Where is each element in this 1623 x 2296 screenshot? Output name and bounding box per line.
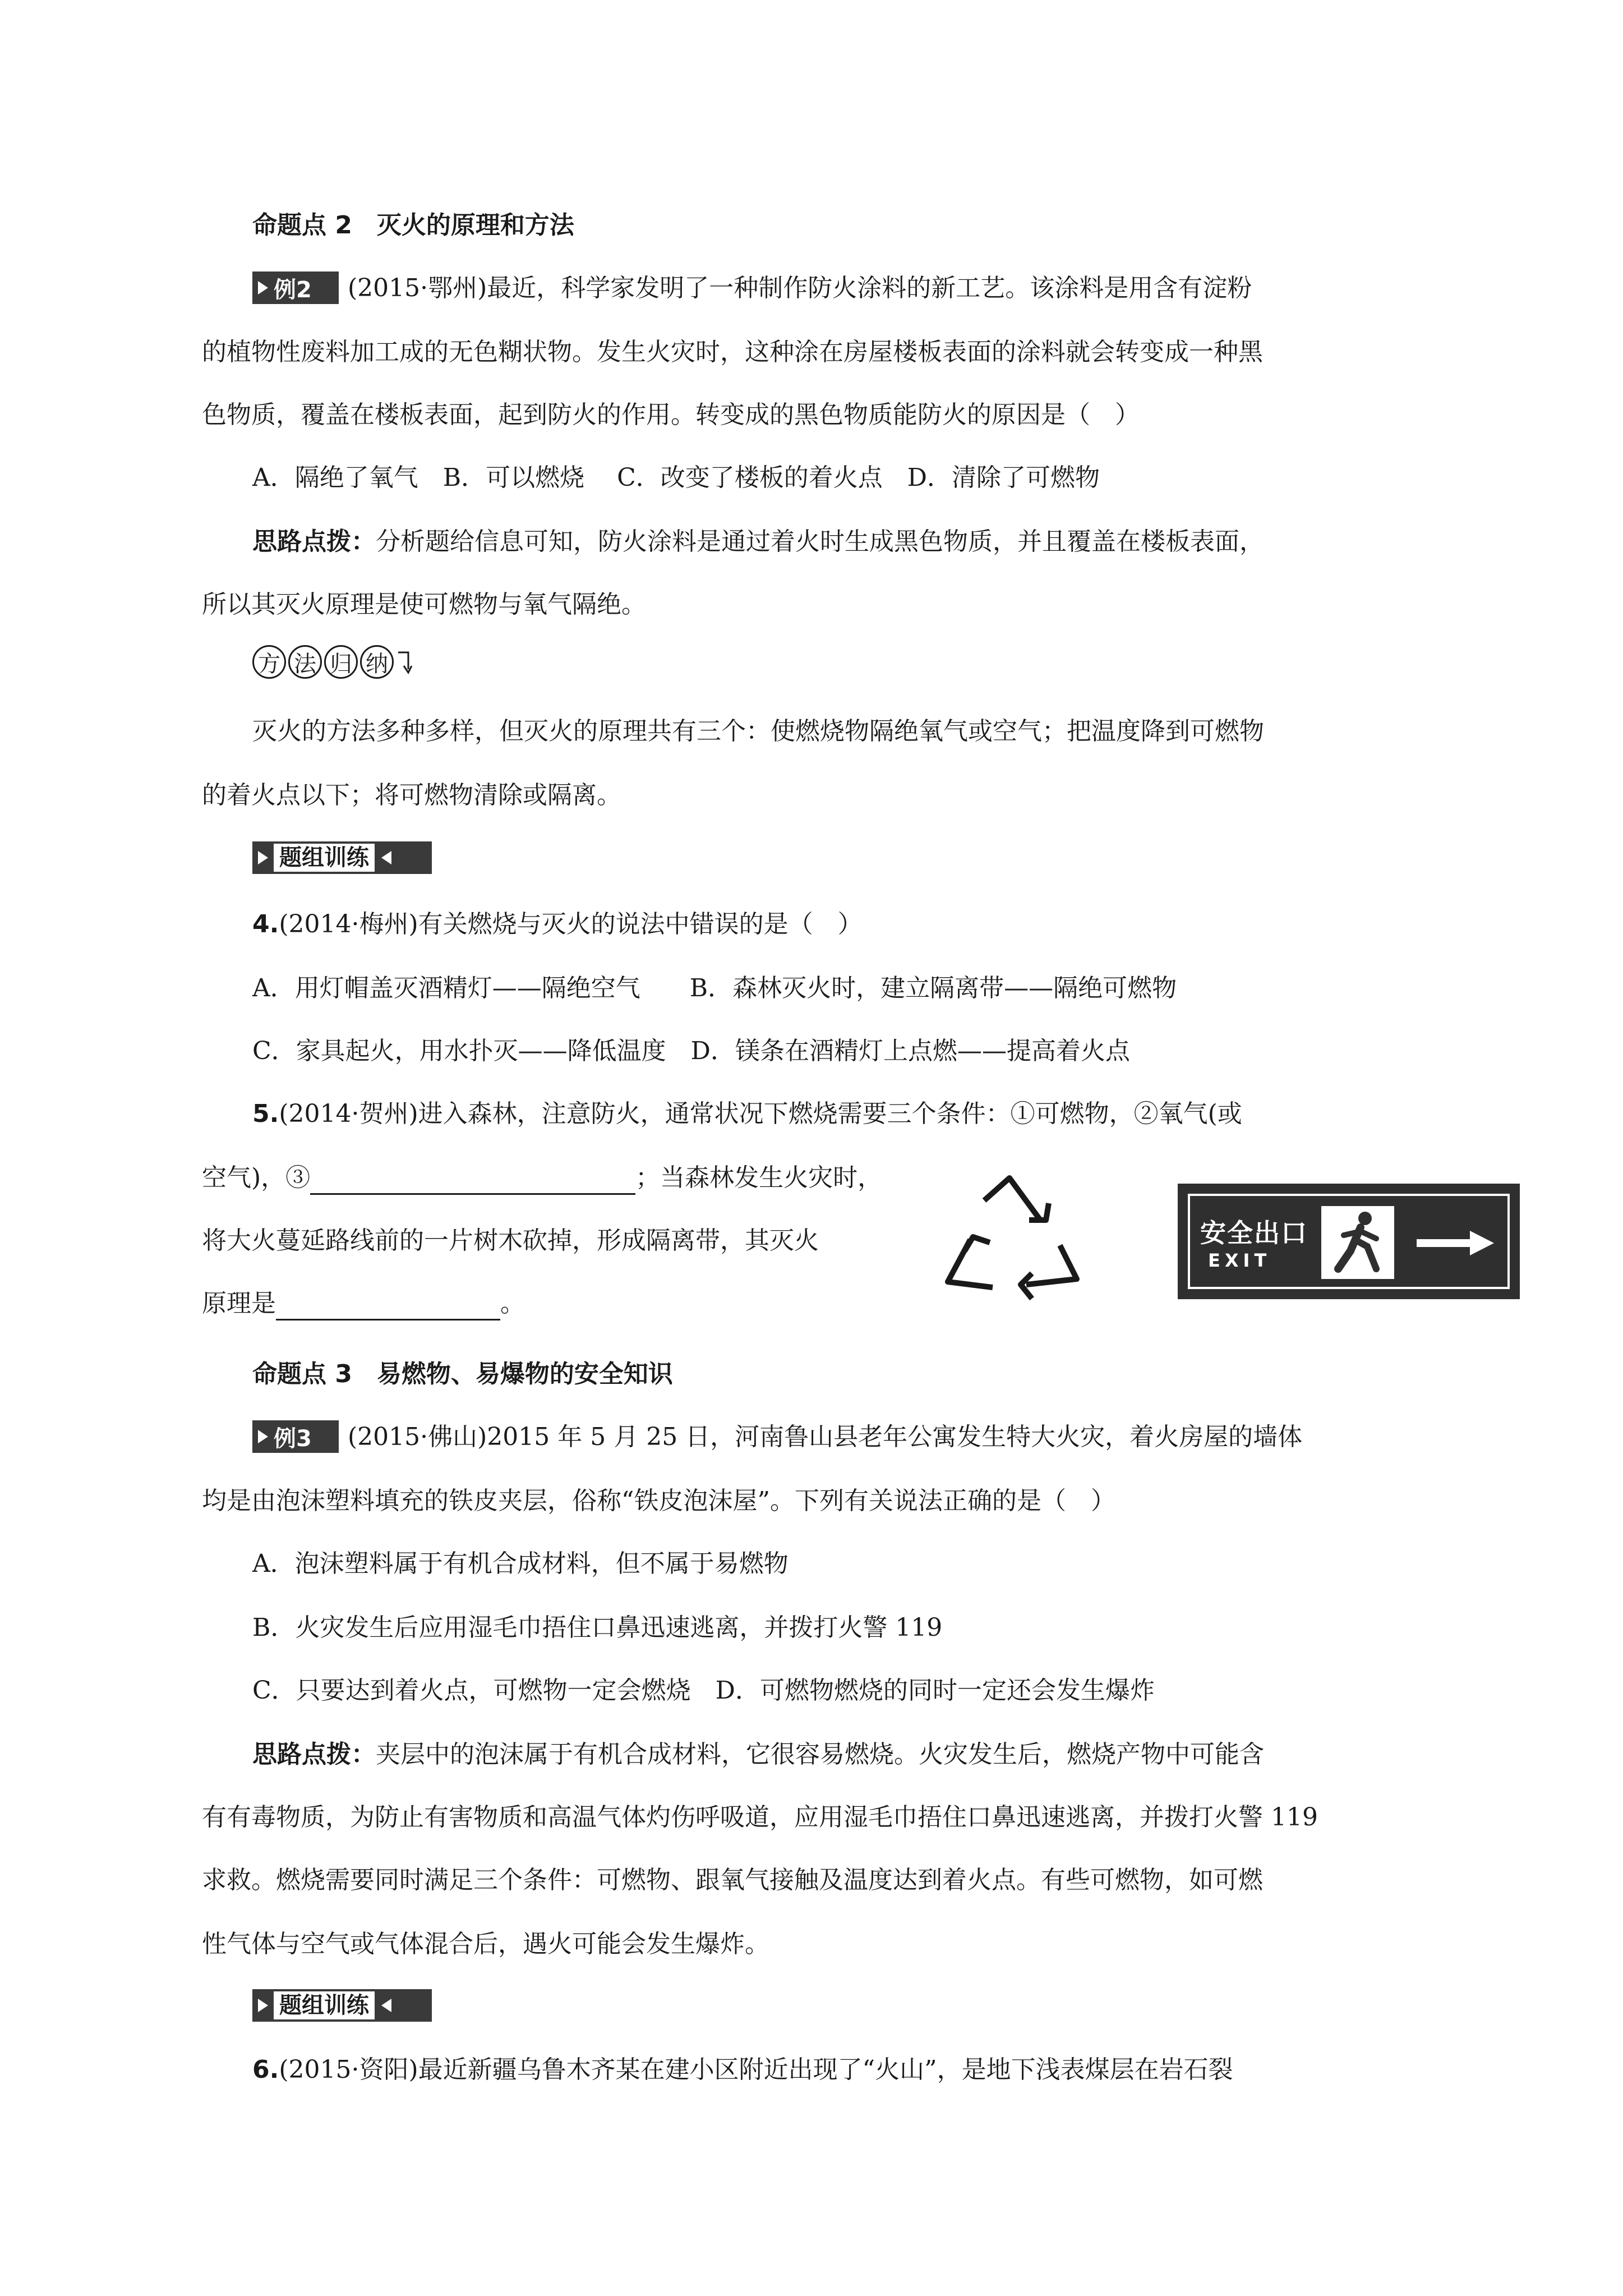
method-line-1: 灭火的方法多种多样，但灭火的原理共有三个：使燃烧物隔绝氧气或空气；把温度降到可燃物 [252,717,1264,746]
example-2-hint-line-2: 所以其灭火原理是使可燃物与氧气隔绝。 [202,590,646,619]
group-training-tag [252,841,432,874]
exit-sign-en: EXIT [1208,1250,1271,1271]
question-6-text: (2015·资阳)最近新疆乌鲁木齐某在建小区附近出现了“火山”，是地下浅表煤层在岩石裂 [279,2055,1233,2084]
hint-label: 思路点拨： [252,527,376,556]
method-char-3: 归 [324,645,358,679]
question-5-text: (2014·贺州)进入森林，注意防火，通常状况下燃烧需要三个条件：①可燃物，②氧气(或 [279,1099,1242,1128]
section-title-2: 命题点 2 灭火的原理和方法 [252,211,574,240]
question-5-line-2 [202,1161,882,1195]
example-2-line-1: (2015·鄂州)最近，科学家发明了一种制作防火涂料的新工艺。该涂料是用含有淀粉 [348,274,1252,302]
reverse-triangle-icon [381,1999,391,2012]
example-3-hint-line-3: 求救。燃烧需要同时满足三个条件：可燃物、跟氧气接触及温度达到着火点。有些可燃物，如可燃 [202,1866,1263,1894]
example-3-hint-line-2: 有有毒物质，为防止有害物质和高温气体灼伤呼吸道，应用湿毛巾捂住口鼻迅速逃离，并拨打火警 119 [202,1803,1318,1832]
question-4-options-ab: A．用灯帽盖灭酒精灯——隔绝空气 B．森林灭火时，建立隔离带——隔绝可燃物 [252,974,1177,1002]
hint-label: 思路点拨： [252,1740,376,1769]
example-2-tag [252,272,339,304]
reverse-triangle-icon [381,851,391,864]
example-3-line-1: (2015·佛山)2015 年 5 月 25 日，河南鲁山县老年公寓发生特大火灾，着火房屋的墙体 [348,1423,1303,1451]
method-char-4: 纳 [360,645,394,679]
question-4-stem [252,908,863,941]
hint-text: 分析题给信息可知，防火涂料是通过着火时生成黑色物质，并且覆盖在楼板表面， [376,527,1264,556]
question-4-text: (2014·梅州)有关燃烧与灭火的说法中错误的是（ ） [279,910,863,938]
play-triangle-icon [258,851,268,864]
example-3-hint-line-4: 性气体与空气或气体混合后，遇火可能会发生爆炸。 [202,1930,769,1958]
group-training-label: 题组训练 [274,1991,375,2019]
example-3-options-cd: C．只要达到着火点，可燃物一定会燃烧 D．可燃物燃烧的同时一定还会发生爆炸 [252,1676,1155,1705]
play-triangle-icon [258,1999,268,2012]
example-3-option-a: A．泡沫塑料属于有机合成材料，但不属于易燃物 [252,1549,789,1578]
example-2-line-3: 色物质，覆盖在楼板表面，起到防火的作用。转变成的黑色物质能防火的原因是（ ） [202,401,1140,429]
exit-sign [1178,1184,1520,1299]
section-title-3: 命题点 3 易燃物、易爆物的安全知识 [252,1360,673,1388]
question-5-line-3: 将大火蔓延路线前的一片树木砍掉，形成隔离带，其灭火 [202,1226,819,1255]
method-line-2: 的着火点以下；将可燃物清除或隔离。 [202,781,621,809]
example-3-line-2: 均是由泡沫塑料填充的铁皮夹层，俗称“铁皮泡沫屋”。下列有关说法正确的是（ ） [202,1487,1115,1515]
play-triangle-icon [258,1430,268,1443]
method-summary-badge [252,645,413,679]
q5-line2-start: 空气)，③ [202,1163,311,1192]
arrow-right-icon [1411,1226,1501,1260]
question-6-number: 6. [252,2055,279,2084]
running-man-icon [1321,1206,1394,1279]
example-2-label: 例2 [274,277,312,303]
question-5-line-1 [252,1097,1242,1131]
question-6-line-1 [252,2053,1233,2087]
question-5-number: 5. [252,1099,279,1128]
hint-text: 夹层中的泡沫属于有机合成材料，它很容易燃烧。火灾发生后，燃烧产物中可能含 [376,1740,1264,1769]
question-4-options-cd: C．家具起火，用水扑灭——降低温度 D．镁条在酒精灯上点燃——提高着火点 [252,1037,1130,1065]
question-4-number: 4. [252,910,279,938]
group-training-tag [252,1989,432,2022]
example-3-tag [252,1420,339,1453]
play-triangle-icon [258,281,268,295]
recycle-icon [931,1167,1088,1313]
method-char-2: 法 [288,645,322,679]
question-5-line-4 [202,1287,525,1320]
method-char-1: 方 [252,645,286,679]
example-3-label: 例3 [274,1425,312,1452]
arrow-down-icon [396,648,413,676]
answer-blank-2[interactable] [276,1294,500,1320]
example-3-option-b: B．火灾发生后应用湿毛巾捂住口鼻迅速逃离，并拨打火警 119 [252,1613,943,1642]
q5-line4-end: 。 [500,1289,525,1318]
example-2-options: A．隔绝了氧气 B．可以燃烧 C．改变了楼板的着火点 D．清除了可燃物 [252,463,1100,492]
example-2-line-2: 的植物性废料加工成的无色糊状物。发生火灾时，这种涂在房屋楼板表面的涂料就会转变成一种黑 [202,338,1263,366]
example-2-hint-line-1 [252,525,1264,559]
q5-line2-end: ；当森林发生火灾时， [635,1163,883,1192]
exit-sign-cn: 安全出口 [1200,1218,1308,1248]
answer-blank-1[interactable] [310,1168,635,1195]
group-training-label: 题组训练 [274,844,375,872]
example-3-hint-line-1 [252,1738,1264,1772]
q5-line4-start: 原理是 [202,1289,276,1318]
